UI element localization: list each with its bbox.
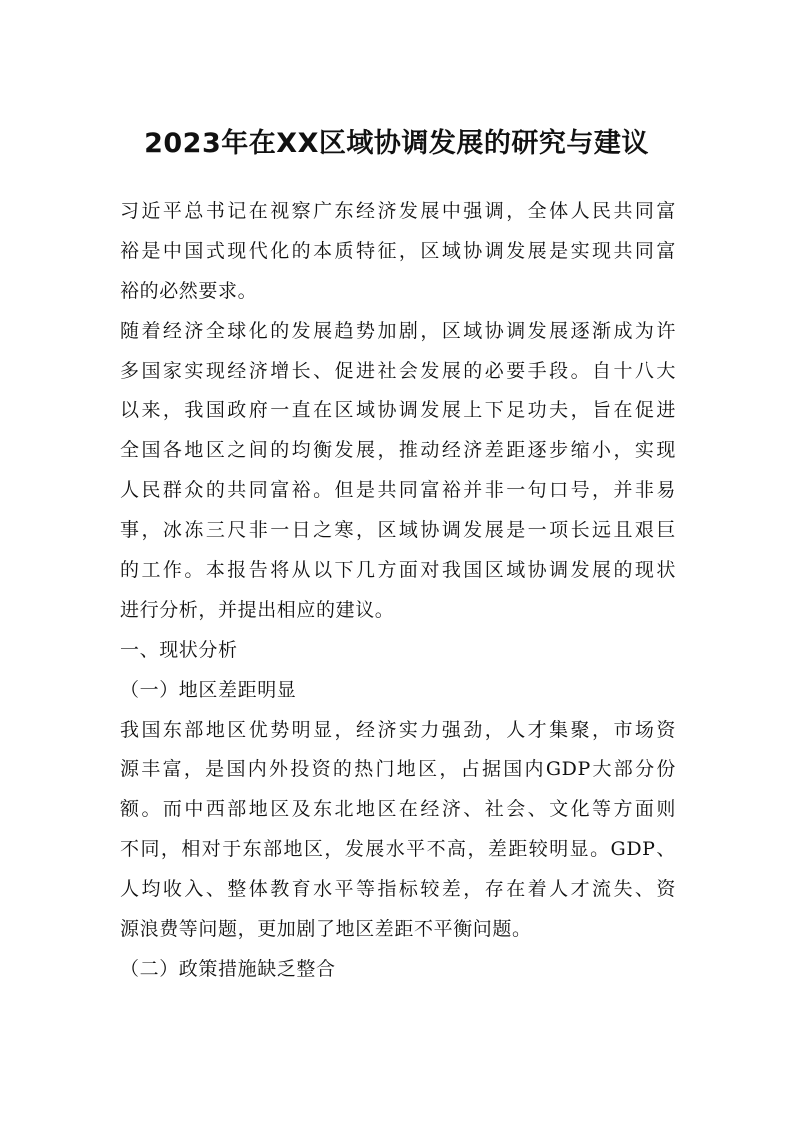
body-line: 源浪费等问题，更加剧了地区差距不平衡问题。: [120, 918, 532, 941]
body-line: 裕的必然要求。: [120, 279, 258, 302]
body-line: 裕是中国式现代化的本质特征，区域协调发展是实现共同富: [120, 239, 676, 262]
body-line: 进行分析，并提出相应的建议。: [120, 598, 395, 621]
section-heading: 一、现状分析: [120, 638, 238, 661]
body-line: 的工作。本报告将从以下几方面对我国区域协调发展的现状: [120, 559, 676, 582]
body-line: 人民群众的共同富裕。但是共同富裕并非一句口号，并非易: [120, 479, 676, 502]
body-line: 人均收入、整体教育水平等指标较差，存在着人才流失、资: [120, 878, 676, 901]
subsection-heading: （二）政策措施缺乏整合: [120, 957, 336, 980]
document-title: 2023年在XX区域协调发展的研究与建议: [144, 128, 649, 159]
subsection-heading: （一）地区差距明显: [120, 678, 297, 701]
body-line: 随着经济全球化的发展趋势加剧，区域协调发展逐渐成为许: [120, 319, 676, 342]
document-body: [120, 192, 676, 990]
body-line: 源丰富，是国内外投资的热门地区，占据国内GDP大部分份: [120, 758, 676, 781]
body-line: 多国家实现经济增长、促进社会发展的必要手段。自十八大: [120, 359, 676, 382]
body-line: 习近平总书记在视察广东经济发展中强调，全体人民共同富: [120, 200, 676, 222]
body-line: 我国东部地区优势明显，经济实力强劲，人才集聚，市场资: [120, 718, 676, 741]
body-line: 全国各地区之间的均衡发展，推动经济差距逐步缩小，实现: [120, 439, 676, 462]
body-line: 额。而中西部地区及东北地区在经济、社会、文化等方面则: [120, 798, 676, 821]
body-line: 以来，我国政府一直在区域协调发展上下足功夫，旨在促进: [120, 399, 676, 422]
body-line: 事，冰冻三尺非一日之寒，区域协调发展是一项长远且艰巨: [120, 519, 676, 542]
body-line: 不同，相对于东部地区，发展水平不高，差距较明显。GDP、: [120, 838, 676, 861]
